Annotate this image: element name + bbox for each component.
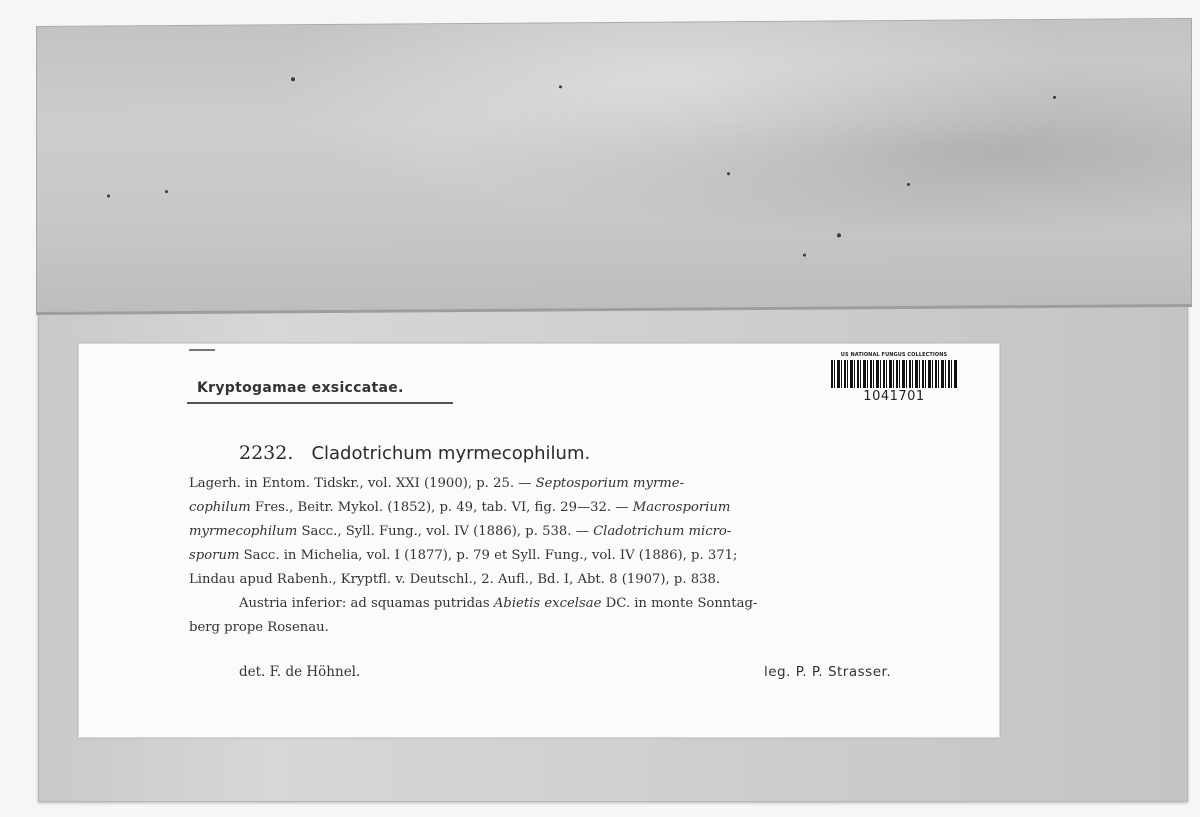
- determiner: det. F. de Höhnel.: [239, 664, 361, 680]
- species-name: Cladotrichum myrmecophilum.: [311, 443, 591, 464]
- speck: [291, 77, 295, 81]
- barcode-label: [827, 352, 961, 404]
- citation-line: [189, 496, 989, 520]
- taxon-name: Abietis excelsae: [493, 596, 602, 611]
- packet-flap: [36, 18, 1192, 315]
- speck: [1053, 96, 1056, 99]
- citation-run: Fres., Beitr. Mykol. (1852), p. 49, tab. VI, fig. 29—32. —: [250, 500, 633, 515]
- citation-line: [189, 544, 989, 568]
- citation-text: [189, 472, 989, 640]
- speck: [559, 85, 562, 88]
- speck: [165, 190, 168, 193]
- taxon-name: myrmecophilum: [189, 524, 298, 539]
- citation-run: Sacc. in Michelia, vol. I (1877), p. 79 et Syll. Fung., vol. IV (1886), p. 371;: [239, 548, 738, 563]
- entry-number: 2232.: [239, 442, 294, 464]
- taxon-name: Septosporium myrme-: [535, 476, 685, 491]
- citation-run: DC. in monte Sonntag-: [601, 596, 758, 611]
- citation-line: [189, 592, 989, 616]
- label-mark: [189, 349, 215, 351]
- specimen-label: [78, 343, 1000, 738]
- barcode-bars: [831, 360, 957, 388]
- taxon-name: Cladotrichum micro-: [593, 524, 732, 539]
- speck: [727, 172, 730, 175]
- series-title-underline: [187, 402, 453, 404]
- citation-run: Lindau apud Rabenh., Kryptfl. v. Deutschl., 2. Aufl., Bd. I, Abt. 8 (1907), p. 838.: [189, 572, 721, 587]
- speck: [907, 183, 910, 186]
- citation-line: [189, 520, 989, 544]
- series-title: Kryptogamae exsiccatae.: [197, 380, 404, 396]
- citation-run: Lagerh. in Entom. Tidskr., vol. XXI (1900), p. 25. —: [189, 476, 536, 491]
- citation-line: [189, 568, 989, 592]
- speck: [837, 233, 841, 237]
- citation-line: [189, 616, 989, 640]
- collector: leg. P. P. Strasser.: [764, 664, 892, 680]
- citation-run: berg prope Rosenau.: [189, 620, 329, 635]
- speck: [107, 195, 110, 198]
- species-heading: [239, 442, 590, 464]
- citation-run: Austria inferior: ad squamas putridas: [239, 596, 494, 611]
- taxon-name: sporum: [189, 548, 240, 563]
- citation-line: [189, 472, 989, 496]
- taxon-name: cophilum: [189, 500, 251, 515]
- signers-line: [239, 664, 969, 680]
- barcode-number: 1041701: [863, 389, 925, 404]
- citation-run: Sacc., Syll. Fung., vol. IV (1886), p. 538. —: [297, 524, 594, 539]
- taxon-name: Macrosporium: [632, 500, 731, 515]
- barcode-institution: US NATIONAL FUNGUS COLLECTIONS: [840, 352, 948, 358]
- speck: [803, 254, 806, 257]
